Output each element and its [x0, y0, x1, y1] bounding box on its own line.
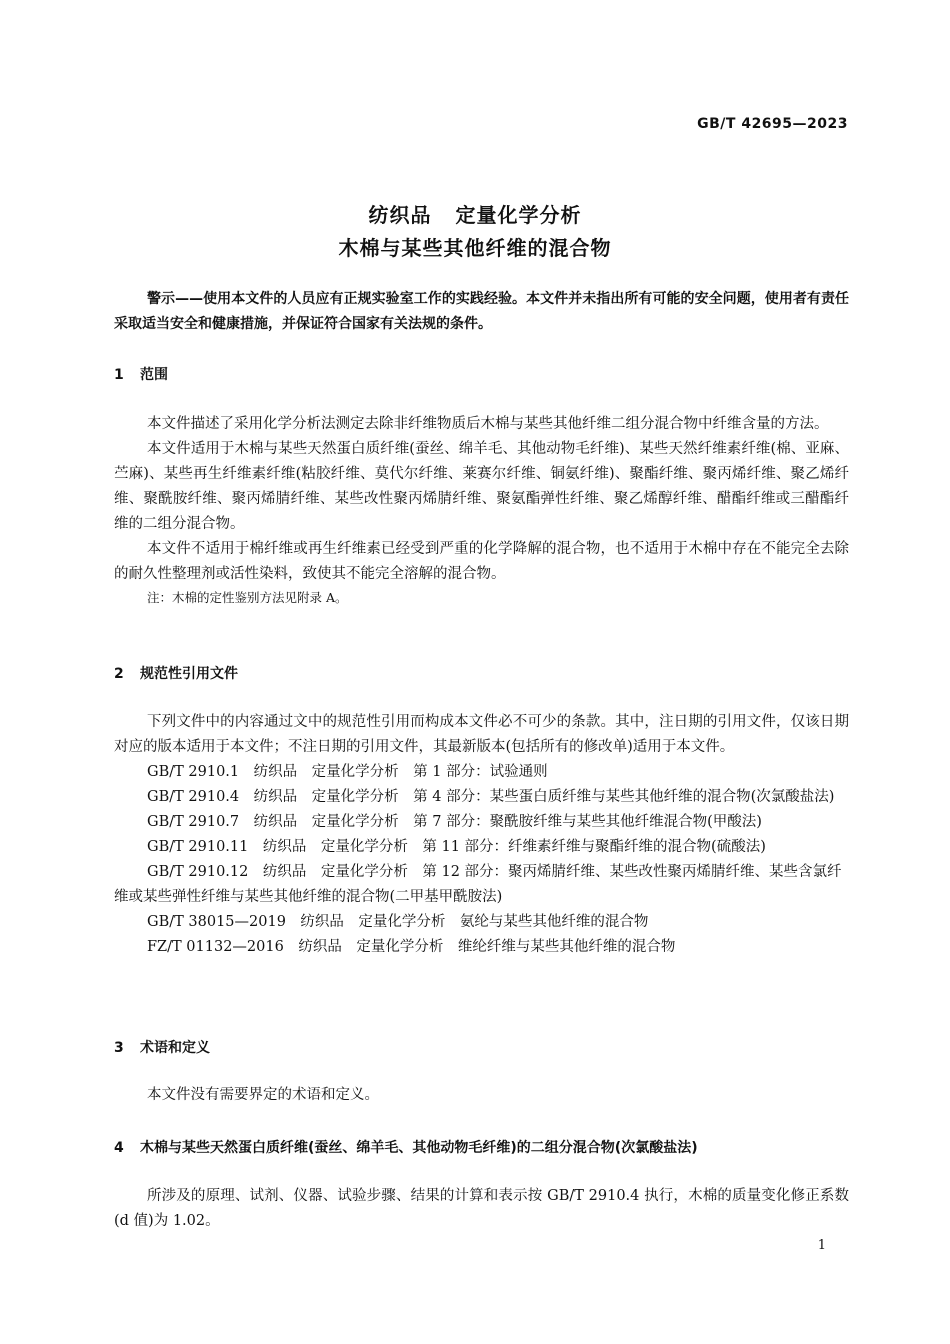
reference-item: GB/T 2910.11 纺织品 定量化学分析 第 11 部分：纤维素纤维与聚酯纤维的混合物(硫酸法)	[147, 839, 766, 855]
section-title: 规范性引用文件	[140, 666, 238, 682]
paragraph: 本文件描述了采用化学分析法测定去除非纤维物质后木棉与某些其他纤维二组分混合物中纤维含量的方法。	[147, 416, 829, 432]
section-number: 1	[114, 367, 124, 383]
reference-item: GB/T 38015—2019 纺织品 定量化学分析 氨纶与某些其他纤维的混合物	[147, 914, 649, 930]
document-title-line1	[0, 199, 950, 228]
page-number: 1	[817, 1238, 826, 1253]
document-title-line2: 木棉与某些其他纤维的混合物	[338, 236, 612, 260]
section-number: 2	[114, 666, 124, 682]
note: 注：木棉的定性鉴别方法见附录 A。	[147, 590, 348, 605]
warning-block	[114, 287, 849, 337]
reference-item: FZ/T 01132—2016 纺织品 定量化学分析 维纶纤维与某些其他纤维的混合物	[147, 939, 676, 955]
paragraph: 所涉及的原理、试剂、仪器、试验步骤、结果的计算和表示按 GB/T 2910.4 执行，木棉的质量变化修正系数(d 值)为 1.02。	[114, 1188, 849, 1229]
title-part-b: 定量化学分析	[455, 203, 582, 227]
reference-item: GB/T 2910.4 纺织品 定量化学分析 第 4 部分：某些蛋白质纤维与某些其他纤维的混合物(次氯酸盐法)	[147, 789, 835, 805]
section-title: 范围	[140, 367, 168, 383]
paragraph: 本文件不适用于棉纤维或再生纤维素已经受到严重的化学降解的混合物，也不适用于木棉中存在不能完全去除的耐久性整理剂或活性染料，致使其不能完全溶解的混合物。	[114, 541, 849, 582]
section-4-heading	[114, 1137, 698, 1157]
paragraph: 本文件没有需要界定的术语和定义。	[147, 1087, 379, 1103]
section-3-heading	[114, 1037, 210, 1057]
section-2-body	[114, 710, 849, 960]
section-number: 4	[114, 1140, 124, 1156]
reference-item: GB/T 2910.12 纺织品 定量化学分析 第 12 部分：聚丙烯腈纤维、某些改性聚丙烯腈纤维、某些含氯纤维或某些弹性纤维与某些其他纤维的混合物(二甲基甲酰胺法)	[114, 864, 842, 905]
paragraph: 本文件适用于木棉与某些天然蛋白质纤维(蚕丝、绵羊毛、其他动物毛纤维)、某些天然纤维素纤维(棉、亚麻、苎麻)、某些再生纤维素纤维(粘胶纤维、莫代尔纤维、莱赛尔纤维、铜氨纤维)、聚酯纤维、聚丙烯纤维、聚乙烯纤维、聚酰胺纤维、聚丙烯腈纤维、某些改性聚丙烯腈纤维、聚氨酯弹性纤维、聚乙烯醇纤维、醋酯纤维或三醋酯纤维的二组分混合物。	[114, 441, 849, 532]
section-4-body	[114, 1184, 849, 1234]
reference-item: GB/T 2910.7 纺织品 定量化学分析 第 7 部分：聚酰胺纤维与某些其他纤维混合物(甲酸法)	[147, 814, 762, 830]
section-title: 木棉与某些天然蛋白质纤维(蚕丝、绵羊毛、其他动物毛纤维)的二组分混合物(次氯酸盐法)	[140, 1140, 698, 1156]
section-3-body	[114, 1083, 849, 1108]
title-part-a: 纺织品	[368, 203, 432, 227]
section-1-body	[114, 412, 849, 609]
section-2-heading	[114, 663, 238, 683]
paragraph: 下列文件中的内容通过文中的规范性引用而构成本文件必不可少的条款。其中，注日期的引用文件，仅该日期对应的版本适用于本文件；不注日期的引用文件，其最新版本(包括所有的修改单)适用于本文件。	[114, 714, 849, 755]
section-1-heading	[114, 364, 168, 384]
section-number: 3	[114, 1040, 124, 1056]
section-title: 术语和定义	[140, 1040, 210, 1056]
warning-text: 警示——使用本文件的人员应有正规实验室工作的实践经验。本文件并未指出所有可能的安全问题，使用者有责任采取适当安全和健康措施，并保证符合国家有关法规的条件。	[114, 291, 849, 332]
standard-code: GB/T 42695—2023	[697, 116, 848, 132]
reference-item: GB/T 2910.1 纺织品 定量化学分析 第 1 部分：试验通则	[147, 764, 548, 780]
